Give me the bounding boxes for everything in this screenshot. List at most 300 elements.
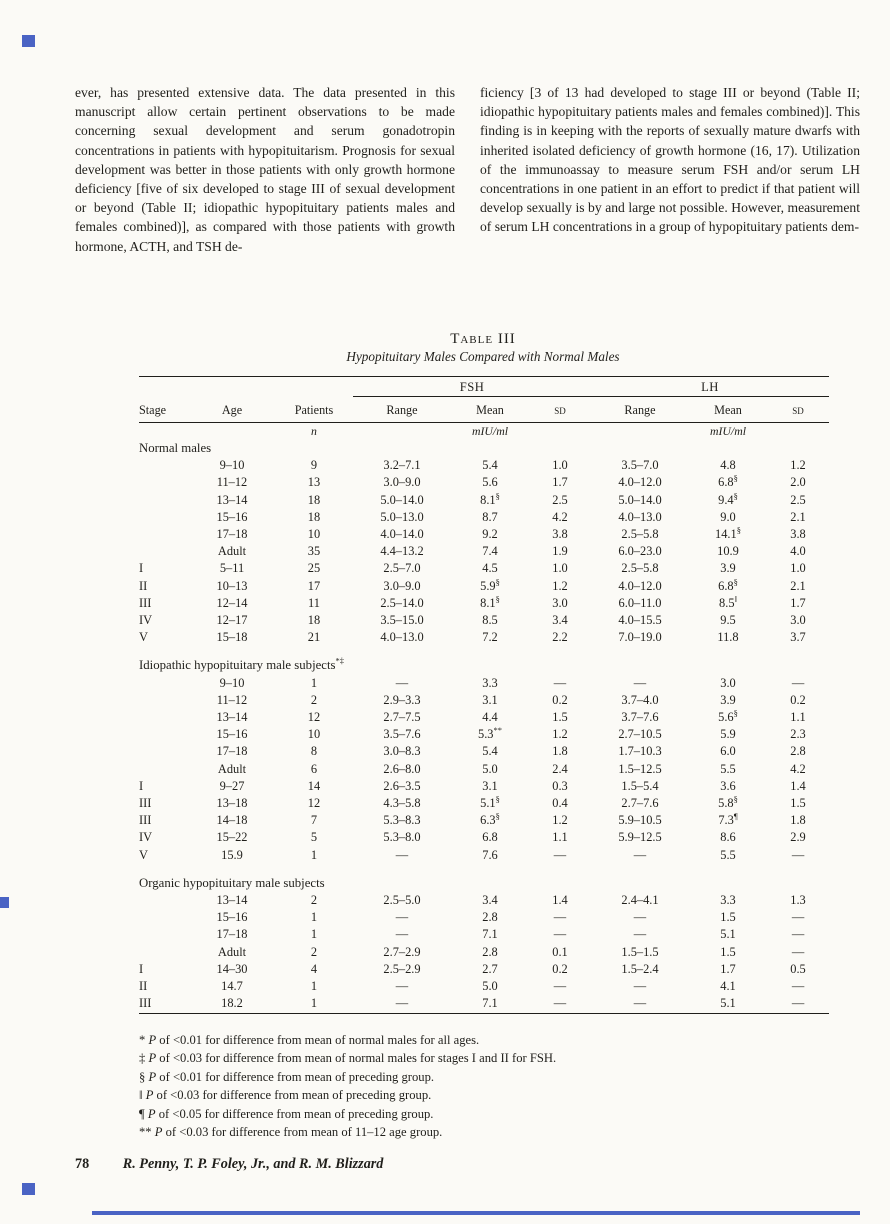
table-3 (139, 376, 829, 1014)
table-cell: 4.0–13.0 (618, 509, 662, 524)
table-cell: 5–11 (219, 561, 245, 576)
table-cell: 1.3 (790, 893, 806, 908)
table-cell: 5.5 (720, 847, 736, 862)
table-cell: 5.1 (720, 996, 736, 1011)
table-cell: 11–12 (216, 692, 248, 707)
table-cell: 3.5–15.0 (380, 613, 424, 628)
table-cell: 0.2 (552, 692, 568, 707)
table-cell: 8.5‖ (719, 593, 737, 610)
table-cell: 4.0–12.0 (618, 475, 662, 490)
table-row (139, 595, 829, 612)
table-cell: II (139, 578, 148, 593)
table-cell: 3.7–7.6 (621, 710, 659, 725)
table-cell: 3.0–9.0 (383, 578, 421, 593)
table-cell: 14–30 (216, 961, 248, 976)
table-cell: 5.5 (720, 761, 736, 776)
table-cell: 15–18 (216, 630, 248, 645)
table-row (139, 944, 829, 961)
table-cell: 3.0 (790, 613, 806, 628)
column-header-row (139, 397, 829, 423)
table-cell: 0.4 (552, 796, 568, 811)
table-cell: 7.6 (482, 847, 498, 862)
table-cell: — (395, 996, 409, 1011)
table-cell: 18 (307, 613, 321, 628)
scan-mark-top-left (22, 35, 35, 47)
table-cell: 5.3–8.3 (383, 813, 421, 828)
spacer-cell (139, 377, 353, 397)
table-cell: 4.1 (720, 979, 736, 994)
table-row (139, 995, 829, 1013)
table-cell: 1.7 (552, 475, 568, 490)
table-row (139, 492, 829, 509)
table-cell: 1.2 (552, 727, 568, 742)
table-cell: 2.3 (790, 727, 806, 742)
table-cell: 5.9–10.5 (618, 813, 662, 828)
table-cell: 15.9 (221, 847, 243, 862)
table-cell: 4.4–13.2 (380, 544, 424, 559)
table-cell: 9.5 (720, 613, 736, 628)
table-cell: 2.5–14.0 (380, 595, 424, 610)
table-cell: 3.8 (552, 527, 568, 542)
running-authors: R. Penny, T. P. Foley, Jr., and R. M. Blizzard (122, 1156, 384, 1172)
table-cell: III (139, 813, 152, 828)
table-row (139, 612, 829, 629)
fsh-group-header: FSH (353, 377, 591, 397)
table-cell: 4.4 (482, 710, 498, 725)
table-cell: 2.7–2.9 (383, 944, 421, 959)
table-cell: 1.5–2.4 (621, 961, 659, 976)
table-cell: 6.0–23.0 (618, 544, 662, 559)
table-cell: 5.8§ (718, 793, 738, 811)
table-cell: 3.6 (720, 778, 736, 793)
table-row (139, 761, 829, 778)
table-cell (139, 675, 189, 692)
units-lh-miu: mIU/ml (709, 424, 747, 438)
table-row (139, 795, 829, 812)
table-cell: 10 (307, 727, 321, 742)
table-cell: 9.4§ (718, 490, 738, 507)
table-cell: 7.0–19.0 (618, 630, 662, 645)
table-cell: 15–16 (216, 727, 248, 742)
col-header-stage: Stage (139, 397, 189, 423)
table-cell: 1.2 (552, 813, 568, 828)
spacer-cell (189, 423, 275, 439)
table-cell: — (553, 675, 567, 690)
units-row (139, 423, 829, 439)
table-cell: 15–16 (216, 509, 248, 524)
table-cell: — (633, 910, 647, 925)
section-header-row (139, 646, 829, 674)
table-cell: — (395, 675, 409, 690)
table-cell: 5.4 (482, 744, 498, 759)
table-cell: 3.0 (720, 675, 736, 690)
table-cell: 2 (310, 692, 318, 707)
table-cell: 1 (310, 927, 318, 942)
table-row (139, 847, 829, 864)
table-cell: — (395, 910, 409, 925)
table-cell: 5.3** (478, 725, 502, 742)
table-cell: 11–12 (216, 475, 248, 490)
table-cell: 7.4 (482, 544, 498, 559)
table-cell: — (633, 927, 647, 942)
table-cell: — (553, 910, 567, 925)
footnote: ‡ P of <0.03 for difference from mean of normal males for stages I and II for FSH. (139, 1051, 557, 1066)
spacer-cell (767, 423, 829, 439)
table-cell: 3.1 (482, 778, 498, 793)
table-cell: 2.5–5.8 (621, 561, 659, 576)
table-row (139, 743, 829, 760)
table-cell: 1.5–5.4 (621, 778, 659, 793)
table-cell: 2.7–10.5 (618, 727, 662, 742)
table-cell: IV (139, 613, 153, 628)
table-cell: 2.9 (790, 830, 806, 845)
table-cell: 0.1 (552, 944, 568, 959)
table-cell: 5.0–14.0 (618, 492, 662, 507)
table-title: Table III (450, 331, 516, 347)
table-cell (139, 909, 189, 926)
table-cell: 3.3 (720, 893, 736, 908)
table-cell (139, 944, 189, 961)
table-cell: 12–14 (216, 595, 248, 610)
table-cell (139, 457, 189, 474)
table-cell (139, 761, 189, 778)
table-cell: IV (139, 830, 153, 845)
table-cell: III (139, 996, 152, 1011)
table-cell: 10 (307, 527, 321, 542)
table-cell: 9.2 (482, 527, 498, 542)
table-row (139, 560, 829, 577)
table-row (139, 474, 829, 491)
table-cell: — (791, 996, 805, 1011)
table-cell: 5.0 (482, 761, 498, 776)
table-cell: 1.5 (720, 910, 736, 925)
table-cell: 3.7–4.0 (621, 692, 659, 707)
units-fsh-miu: mIU/ml (471, 424, 509, 438)
spacer-cell (139, 423, 189, 439)
table-cell: 6.0–11.0 (618, 595, 662, 610)
table-cell: 5.3–8.0 (383, 830, 421, 845)
table-cell: 3.9 (720, 692, 736, 707)
table-cell: 15–22 (216, 830, 248, 845)
table-cell: 1.9 (552, 544, 568, 559)
table-cell: Adult (217, 544, 247, 559)
table-cell: 14–18 (216, 813, 248, 828)
table-row (139, 578, 829, 595)
table-cell: 1.5 (720, 944, 736, 959)
table-cell: 1.0 (552, 561, 568, 576)
table-cell: 13–14 (216, 710, 248, 725)
right-column-text: ficiency [3 of 13 had developed to stage III or beyond (Table II; idiopathic hypopituitary patients males and females combined)]. This finding is in keeping with the reports of sexually mature dwarfs with inherited isolated deficiency of growth hormone (16, 17). Utilization of the immunoassay to measure serum FSH and/or serum LH concentrations in one patient in an effort to predict if that patient will develop sexually is by and large not possible. However, measurement of serum LH concentrations in a group of hypopituitary patients dem- (480, 85, 860, 235)
table-cell: 4 (310, 961, 318, 976)
table-cell: 7 (310, 813, 318, 828)
table-cell (139, 726, 189, 743)
footnotes (139, 1031, 839, 1143)
footnote: ¶ P of <0.05 for difference from mean of preceding group. (139, 1106, 434, 1121)
table-cell (139, 509, 189, 526)
col-header-age: Age (189, 397, 275, 423)
table-cell: 5.0 (482, 979, 498, 994)
table-cell: — (633, 979, 647, 994)
table-cell: 1.0 (790, 561, 806, 576)
group-header-row (139, 377, 829, 397)
table-cell: 2.1 (790, 578, 806, 593)
table-cell: 0.2 (552, 961, 568, 976)
table-cell: — (791, 847, 805, 862)
table-cell: 6.8§ (718, 576, 738, 593)
table-cell: 5.9–12.5 (618, 830, 662, 845)
table-cell: 14 (307, 778, 321, 793)
table-cell: Adult (217, 944, 247, 959)
table-cell: 13–14 (216, 893, 248, 908)
table-cell: — (395, 979, 409, 994)
section-header-row (139, 438, 829, 457)
table-cell: 13 (307, 475, 321, 490)
table-3-block (139, 331, 827, 1142)
table-row (139, 543, 829, 560)
table-cell: — (633, 675, 647, 690)
table-cell: — (553, 979, 567, 994)
table-cell: I (139, 961, 144, 976)
table-row (139, 909, 829, 926)
table-cell: — (791, 979, 805, 994)
table-cell: 2.6–8.0 (383, 761, 421, 776)
table-cell: III (139, 796, 152, 811)
table-cell: 5.6 (482, 475, 498, 490)
table-cell: 5.0–14.0 (380, 492, 424, 507)
table-cell: 1.4 (790, 778, 806, 793)
table-cell: V (139, 630, 148, 645)
scan-mark-bottom-line (92, 1211, 860, 1215)
table-cell: 2.5–5.8 (621, 527, 659, 542)
col-header-lh-mean: Mean (689, 397, 767, 423)
table-cell: 1.7–10.3 (618, 744, 662, 759)
table-cell: 1.8 (552, 744, 568, 759)
table-cell: 0.5 (790, 961, 806, 976)
table-cell: 5.9 (720, 727, 736, 742)
table-cell: 2.8 (482, 944, 498, 959)
table-row (139, 526, 829, 543)
table-cell: 2.5–7.0 (383, 561, 421, 576)
table-cell: 1.5 (790, 796, 806, 811)
table-cell: 4.8 (720, 458, 736, 473)
footnote: § P of <0.01 for difference from mean of preceding group. (139, 1069, 435, 1084)
table-cell: 10–13 (216, 578, 248, 593)
table-cell: 3.0–8.3 (383, 744, 421, 759)
table-cell: 1.8 (790, 813, 806, 828)
table-cell: 7.3¶ (718, 811, 738, 828)
table-row (139, 892, 829, 909)
table-cell: 3.9 (720, 561, 736, 576)
table-cell: 18 (307, 509, 321, 524)
table-cell: 2.6–3.5 (383, 778, 421, 793)
table-cell: 2 (310, 893, 318, 908)
table-cell: 5.4 (482, 458, 498, 473)
table-cell: 2.5 (552, 492, 568, 507)
table-cell: I (139, 561, 144, 576)
table-cell: — (553, 847, 567, 862)
page-footer (75, 1156, 383, 1173)
table-cell: — (633, 996, 647, 1011)
table-cell: 14.7 (221, 979, 243, 994)
table-cell: 35 (307, 544, 321, 559)
table-cell (139, 743, 189, 760)
table-cell: 1 (310, 979, 318, 994)
lh-group-header: LH (591, 377, 829, 397)
table-cell: 11 (308, 595, 320, 610)
table-cell: 1.5–1.5 (621, 944, 659, 959)
table-cell: 11.8 (717, 630, 739, 645)
table-cell: 2.4 (552, 761, 568, 776)
table-cell: 4.2 (790, 761, 806, 776)
table-row (139, 726, 829, 743)
table-cell: 2.7–7.5 (383, 710, 421, 725)
table-cell: 2.4–4.1 (621, 893, 659, 908)
table-cell: 8.5 (482, 613, 498, 628)
table-row (139, 812, 829, 829)
table-cell: 13–14 (216, 492, 248, 507)
table-cell: 9.0 (720, 509, 736, 524)
table-cell: 2.8 (790, 744, 806, 759)
col-header-fsh-range: Range (353, 397, 451, 423)
footnote: ‖ P of <0.03 for difference from mean of preceding group. (139, 1088, 432, 1103)
table-cell: 0.3 (552, 778, 568, 793)
table-cell: 2.0 (790, 475, 806, 490)
table-cell: 21 (307, 630, 321, 645)
table-cell: II (139, 979, 148, 994)
table-cell: 12 (307, 796, 321, 811)
col-header-fsh-sd: sd (529, 397, 591, 423)
table-cell: 2.9–3.3 (383, 692, 421, 707)
table-cell: 17–18 (216, 744, 248, 759)
col-header-lh-range: Range (591, 397, 689, 423)
table-cell: 2.5 (790, 492, 806, 507)
table-row (139, 675, 829, 692)
table-cell: 6.8 (482, 830, 498, 845)
table-cell: — (791, 927, 805, 942)
table-cell: 4.0–15.5 (618, 613, 662, 628)
table-cell: — (791, 910, 805, 925)
table-cell: 3.5–7.6 (383, 727, 421, 742)
table-cell: 1.1 (552, 830, 568, 845)
body-text (75, 83, 861, 256)
table-cell: 2.2 (552, 630, 568, 645)
table-cell: 3.1 (482, 692, 498, 707)
table-cell: 4.2 (552, 509, 568, 524)
table-cell: 12–17 (216, 613, 248, 628)
table-cell: 4.0–12.0 (618, 578, 662, 593)
table-cell: 3.3 (482, 675, 498, 690)
table-cell: 2.5–2.9 (383, 961, 421, 976)
table-cell: 1.7 (790, 595, 806, 610)
section-header-row (139, 864, 829, 892)
table-cell: 3.8 (790, 527, 806, 542)
section-label: Organic hypopituitary male subjects (139, 875, 325, 890)
table-cell (139, 926, 189, 943)
table-cell: 4.0 (790, 544, 806, 559)
table-cell: 1.7 (720, 961, 736, 976)
table-cell: 17 (307, 578, 321, 593)
footnote: ** P of <0.03 for difference from mean of 11–12 age group. (139, 1125, 443, 1140)
col-header-lh-sd: sd (767, 397, 829, 423)
table-cell (139, 474, 189, 491)
table-cell: — (553, 996, 567, 1011)
table-cell: — (633, 847, 647, 862)
table-cell: 18 (307, 492, 321, 507)
page-number: 78 (75, 1156, 90, 1172)
table-cell: Adult (217, 761, 247, 776)
table-cell: 5.0–13.0 (380, 509, 424, 524)
col-header-fsh-mean: Mean (451, 397, 529, 423)
spacer-cell (529, 423, 591, 439)
table-cell: 1 (310, 910, 318, 925)
table-cell (139, 492, 189, 509)
units-patients-n: n (311, 424, 317, 438)
table-cell (139, 892, 189, 909)
table-cell: I (139, 778, 144, 793)
table-cell: 6.8§ (718, 473, 738, 490)
table-cell: 0.2 (790, 692, 806, 707)
table-cell: 9–27 (219, 778, 245, 793)
table-cell: 14.1§ (715, 524, 741, 542)
scan-mark-bottom-left (22, 1183, 35, 1195)
spacer-cell (591, 423, 689, 439)
table-cell: 2.8 (482, 910, 498, 925)
table-cell: 5.6§ (718, 707, 738, 725)
table-cell: 2 (310, 944, 318, 959)
table-cell (139, 526, 189, 543)
table-cell: 12 (307, 710, 321, 725)
table-cell: 9 (310, 458, 318, 473)
table-row (139, 457, 829, 474)
table-cell: 1.2 (790, 458, 806, 473)
table-cell: 1.1 (790, 710, 806, 725)
footnote: * P of <0.01 for difference from mean of normal males for all ages. (139, 1032, 480, 1047)
table-cell: 13–18 (216, 796, 248, 811)
table-cell: 15–16 (216, 910, 248, 925)
table-row (139, 778, 829, 795)
table-cell: 1.5 (552, 710, 568, 725)
table-row (139, 829, 829, 846)
table-cell: 3.0 (552, 595, 568, 610)
table-cell: 2.7 (482, 961, 498, 976)
table-cell: 3.4 (482, 893, 498, 908)
table-cell: — (395, 927, 409, 942)
table-cell: 1.2 (552, 578, 568, 593)
table-cell: 7.2 (482, 630, 498, 645)
table-cell: 8 (310, 744, 318, 759)
table-cell: 1.0 (552, 458, 568, 473)
table-cell: 17–18 (216, 527, 248, 542)
table-row (139, 978, 829, 995)
table-cell: 3.2–7.1 (383, 458, 421, 473)
table-cell: 2.1 (790, 509, 806, 524)
left-column-text: ever, has presented extensive data. The data presented in this manuscript allow certain pertinent observations to be made concerning sexual development and serum gonadotropin concentrations in patients with hypopituitarism. Prognosis for sexual development was better in those patients with only growth hormone deficiency [five of six developed to stage III of sexual development or beyond (Table II; idiopathic hypopituitary patients males and females combined)], as compared with those patients with growth hormone, ACTH, and TSH de- (75, 85, 455, 254)
table-cell: 9–10 (219, 675, 245, 690)
table-row (139, 709, 829, 726)
table-cell: 1.4 (552, 893, 568, 908)
table-subtitle: Hypopituitary Males Compared with Normal Males (346, 349, 620, 364)
table-cell: 3.4 (552, 613, 568, 628)
table-row (139, 692, 829, 709)
table-cell: 4.0–13.0 (380, 630, 424, 645)
table-cell: 7.1 (482, 996, 498, 1011)
table-cell: 1.5–12.5 (618, 761, 662, 776)
table-cell: 7.1 (482, 927, 498, 942)
col-header-patients: Patients (275, 397, 353, 423)
table-cell: III (139, 595, 152, 610)
table-cell: 5.9§ (480, 576, 500, 593)
table-cell: 2.5–5.0 (383, 893, 421, 908)
